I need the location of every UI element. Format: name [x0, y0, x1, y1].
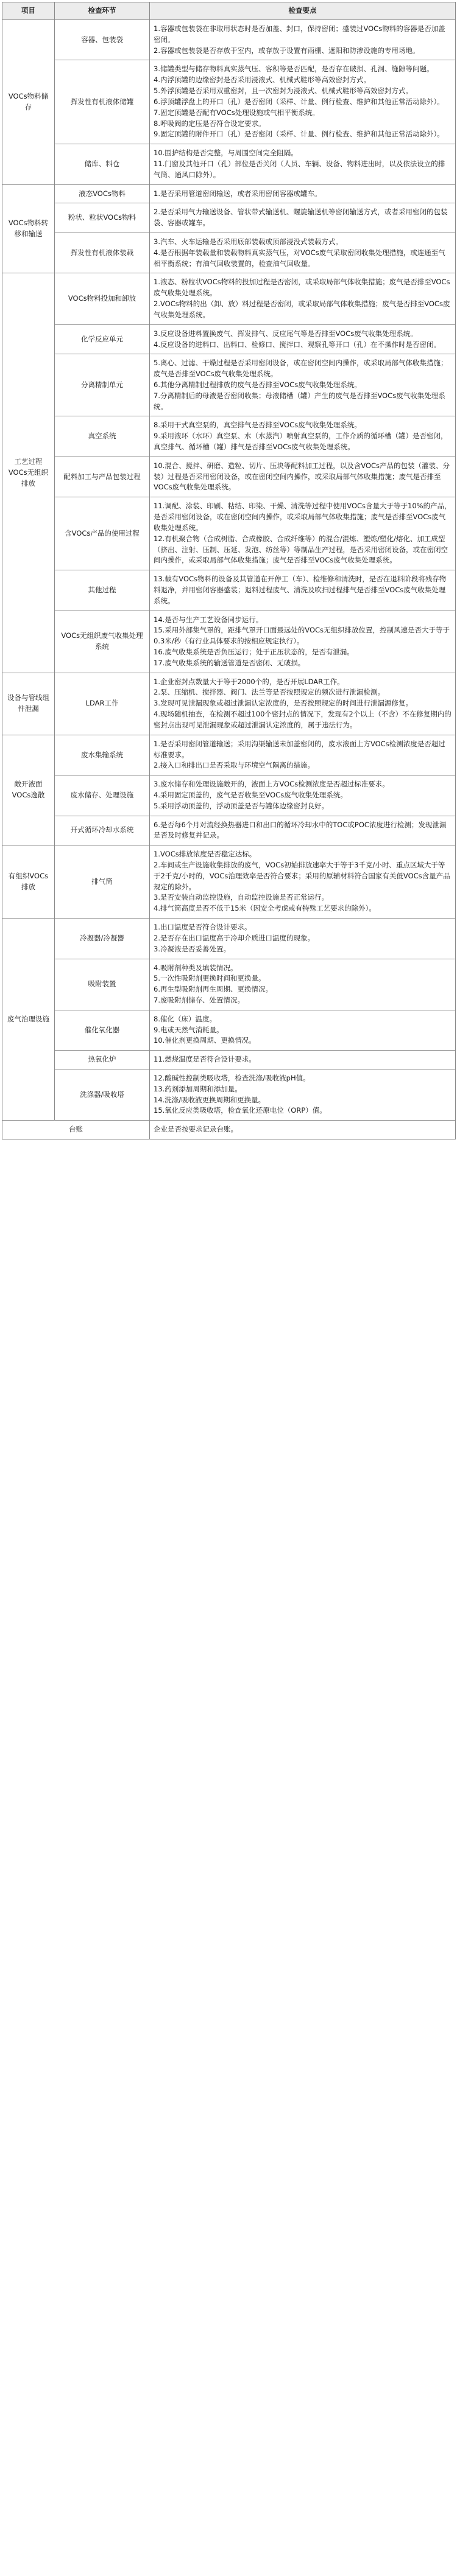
stage-cell: 催化氧化器	[55, 1010, 150, 1050]
table-row	[2, 233, 456, 273]
stage-cell: 其他过程	[55, 570, 150, 611]
check-point: 企业是否按要求记录台账。	[154, 1125, 238, 1134]
check-point: 11.门窗及其他开口（孔）部位是否关闭（人员、车辆、设备、物料进出时，以及依法设立的排气筒、通风口除外）。	[154, 159, 445, 179]
check-point: 14.是否与生产工艺设备同步运行。	[154, 615, 263, 624]
check-point: 9.固定顶罐的附件开口（孔）是否密闭（采样、计量、例行检查、维护和其他正常活动除外）。	[154, 130, 444, 139]
table-row	[2, 416, 456, 457]
category-cell: 废气治理设施	[2, 919, 55, 1121]
category-cell: VOCs物料转移和输送	[2, 184, 55, 273]
check-point: 2.VOCs物料的出（卸、放）料过程是否密闭，或采取局部气体收集措施；废气是否排至VOCs废气收集处理系统。	[154, 299, 450, 319]
check-point: 4.排气筒高度是否不低于15米（因安全考虑或有特殊工艺要求的除外）。	[154, 904, 376, 913]
table-row	[2, 60, 456, 144]
table-row	[2, 497, 456, 570]
stage-cell: 粉状、粒状VOCs物料	[55, 203, 150, 233]
stage-cell: 洗涤器/吸收塔	[55, 1069, 150, 1121]
check-point: 3.储罐类型与储存物料真实蒸气压、容积等是否匹配，是否存在破损、孔洞、缝隙等问题。	[154, 65, 434, 74]
table-row	[2, 273, 456, 324]
stage-cell: 液态VOCs物料	[55, 184, 150, 203]
check-point: 8.催化（床）温度。	[154, 1014, 216, 1023]
stage-cell: 挥发性有机液体装载	[55, 233, 150, 273]
stage-cell: 废水储存、处理设施	[55, 775, 150, 816]
check-point: 13.载有VOCs物料的设备及其管道在开停工（车）、检维修和清洗时，是否在退料阶段将残存物料退净，并用密闭容器盛装；退料过程废气、清洗及吹扫过程排气是否排至VOCs废气收集处理系统。	[154, 575, 447, 605]
table-row	[2, 1010, 456, 1050]
stage-cell: 储库、料仓	[55, 144, 150, 184]
check-points-cell	[150, 1069, 456, 1121]
table-row	[2, 354, 456, 416]
table-row	[2, 1051, 456, 1069]
check-point: 4.是否根据年装载量和装载物料真实蒸气压，对VOCs废气采取密闭收集处理措施，或连通至气相平衡系统；有油气回收装置的，检查油气回收量。	[154, 248, 445, 268]
check-points-cell	[150, 816, 456, 845]
table-row	[2, 919, 456, 959]
check-point: 2.车间或生产设施收集排放的废气，VOCs初始排放速率大于等于3千克/小时、重点区域大于等于2千克/小时的，VOCs治理效率是否符合要求；采用的原辅材料符合国家有关低VOCs含量产品规定的除外。	[154, 861, 450, 891]
stage-cell: LDAR工作	[55, 673, 150, 735]
table-row	[2, 457, 456, 497]
header-item: 项目	[2, 2, 55, 20]
check-point: 1.出口温度是否符合设计要求。	[154, 923, 252, 932]
check-points-cell	[150, 273, 456, 324]
category-cell: 有组织VOCs排放	[2, 845, 55, 919]
check-point: 1.液态、粉粒状VOCs物料的投加过程是否密闭，或采取局部气体收集措施；废气是否排至VOCs废气收集处理系统。	[154, 278, 450, 298]
check-point: 10.混合、搅拌、研磨、造粒、切片、压块等配料加工过程，以及含VOCs产品的包装（灌装、分装）过程是否采用密闭设备，或在密闭空间内操作，或采取局部气体收集措施；废气是否排至VOCs废气收集处理系统。	[154, 461, 450, 492]
check-point: 4.吸附剂种类及填装情况。	[154, 963, 238, 972]
check-point: 4.采用固定顶盖的，废气是否收集至VOCs废气收集处理系统。	[154, 790, 347, 799]
stage-cell: 分离精制单元	[55, 354, 150, 416]
check-point: 4.现场随机抽查，在检测不超过100个密封点的情况下，发现有2个以上（不含）不在修复期内的密封点出现可见泄漏现象或超过泄漏认定浓度的，属于违法行为。	[154, 710, 452, 729]
check-point: 5.离心、过滤、干燥过程是否采用密闭设备，或在密闭空间内操作，或采取局部气体收集措施；废气是否排至VOCs废气收集处理系统。	[154, 359, 448, 379]
check-points-cell	[150, 775, 456, 816]
check-points-cell	[150, 416, 456, 457]
stage-cell: 配料加工与产品包装过程	[55, 457, 150, 497]
check-point: 10.围护结构是否完整，与周围空间完全阻隔。	[154, 149, 298, 158]
category-cell: 设备与管线组件泄漏	[2, 673, 55, 735]
check-point: 5.采用浮动顶盖的，浮动顶盖是否与罐体边缘密封良好。	[154, 801, 328, 810]
table-row	[2, 144, 456, 184]
check-point: 3.汽车、火车运输是否采用底部装载或顶部浸没式装载方式。	[154, 237, 342, 246]
check-point: 7.固定顶罐是否配有VOCs处理设施或气相平衡系统。	[154, 108, 319, 117]
table-row	[2, 184, 456, 203]
check-points-cell	[150, 570, 456, 611]
check-point: 9.电或天然气消耗量。	[154, 1025, 224, 1034]
check-point: 2.泵、压缩机、搅拌器、阀门、法兰等是否按照规定的频次进行泄漏检测。	[154, 688, 384, 697]
check-point: 14.洗涤/吸收液更换周期和更换量。	[154, 1095, 266, 1104]
header-points: 检查要点	[150, 2, 456, 20]
check-point: 12.有机聚合物（合成树脂、合成橡胶、合成纤维等）的混合/混炼、塑炼/塑化/熔化、加工成型（挤出、注射、压制、压延、发泡、纺丝等）等制品生产过程，是否采用密闭设备，或在密闭空间内操作，或采取局部气体收集措施；废气是否排至VOCs废气收集处理系统。	[154, 534, 448, 565]
check-point: 5.一次性吸附剂更换时间和更换量。	[154, 974, 266, 983]
header-stage: 检查环节	[55, 2, 150, 20]
check-point: 2.接入口和排出口是否采取与环境空气隔离的措施。	[154, 761, 314, 770]
check-point: 13.药剂添加周期和添加量。	[154, 1084, 242, 1093]
check-points-cell	[150, 457, 456, 497]
check-point: 1.是否采用管道密闭输送，或者采用密闭容器或罐车。	[154, 189, 322, 198]
stage-cell: 热氧化炉	[55, 1051, 150, 1069]
stage-cell: 挥发性有机液体储罐	[55, 60, 150, 144]
check-point: 9.采用液环（水环）真空泵、水（水蒸汽）喷射真空泵的，工作介质的循环槽（罐）是否密闭，真空排气、循环槽（罐）排气是否排至VOCs废气收集处理系统。	[154, 432, 448, 451]
check-point: 12.酸碱性控制类吸收塔，检查洗涤/吸收液pH值。	[154, 1074, 310, 1082]
stage-cell: 含VOCs产品的使用过程	[55, 497, 150, 570]
check-point: 1.是否采用密闭管道输送；采用沟渠输送未加盖密闭的，废水液面上方VOCs检测浓度是否超过标准要求。	[154, 739, 445, 759]
check-point: 11.燃烧温度是否符合设计要求。	[154, 1055, 256, 1064]
inspection-table	[2, 2, 456, 1139]
check-points-cell	[150, 20, 456, 60]
check-point: 17.废气收集系统的输送管道是否密闭、无破损。	[154, 658, 305, 667]
table-row	[2, 611, 456, 673]
check-points-cell	[150, 1010, 456, 1050]
stage-cell: VOCs物料投加和卸放	[55, 273, 150, 324]
table-row	[2, 1121, 456, 1139]
stage-cell: 开式循环冷却水系统	[55, 816, 150, 845]
table-row	[2, 324, 456, 354]
check-points-cell	[150, 203, 456, 233]
check-point: 6.再生型吸附剂再生周期、更换情况。	[154, 985, 272, 994]
stage-cell: 真空系统	[55, 416, 150, 457]
stage-cell: 冷凝器/冷凝器	[55, 919, 150, 959]
stage-cell: 废水集输系统	[55, 735, 150, 775]
check-points-cell	[150, 354, 456, 416]
table-header-row	[2, 2, 456, 20]
check-point: 3.发现可见泄漏现象或超过泄漏认定浓度的，是否按照规定的时间进行泄漏源修复。	[154, 699, 413, 708]
check-points-cell	[150, 233, 456, 273]
check-points-cell	[150, 1121, 456, 1139]
table-body	[2, 20, 456, 1139]
check-point: 3.反应设备进料置换废气、挥发排气、反应尾气等是否排至VOCs废气收集处理系统。	[154, 329, 417, 338]
check-point: 3.冷凝液是否妥善处置。	[154, 944, 230, 953]
check-point: 5.外浮顶罐是否采用双重密封，且一次密封为浸液式、机械式鞋形等高效密封方式。	[154, 86, 413, 96]
stage-cell: 吸附装置	[55, 959, 150, 1010]
check-point: 2.是否采用气力输送设备、管状带式输送机、螺旋输送机等密闭输送方式，或者采用密闭的包装袋、容器或罐车。	[154, 208, 448, 228]
check-point: 16.废气收集系统是否负压运行；处于正压状态的，是否有泄漏。	[154, 648, 354, 656]
check-point: 6.是否每6个月对流经换热器进口和出口的循环冷却水中的TOC或POC浓度进行检测；发现泄漏是否及时修复并记录。	[154, 820, 447, 840]
check-point: 4.内浮顶罐的边缘密封是否采用浸液式、机械式鞋形等高效密封方式。	[154, 75, 370, 85]
table-row	[2, 816, 456, 845]
stage-cell: 容器、包装袋	[55, 20, 150, 60]
check-point: 4.反应设备的进料口、出料口、检修口、搅拌口、观察孔等开口（孔）在不操作时是否密闭。	[154, 340, 441, 349]
check-points-cell	[150, 324, 456, 354]
check-point: 15.采用外部集气罩的，距排气罩开口面最远处的VOCs无组织排放位置，控制风速是否大于等于0.3米/秒（有行业具体要求的按相应规定执行）。	[154, 626, 450, 646]
check-points-cell	[150, 497, 456, 570]
check-point: 2.是否存在出口温度高于冷却介质进口温度的现象。	[154, 933, 314, 942]
table-row	[2, 570, 456, 611]
check-points-cell	[150, 673, 456, 735]
check-points-cell	[150, 60, 456, 144]
check-point: 6.浮顶罐浮盘上的开口（孔）是否密闭（采样、计量、例行检查、维护和其他正常活动除外）。	[154, 97, 444, 106]
check-point: 8.采用干式真空泵的，真空排气是否排至VOCs废气收集处理系统。	[154, 421, 361, 430]
table-row	[2, 673, 456, 735]
check-point: 1.企业密封点数量大于等于2000个的，是否开展LDAR工作。	[154, 677, 344, 686]
table-row	[2, 845, 456, 919]
check-points-cell	[150, 959, 456, 1010]
table-row	[2, 1069, 456, 1121]
check-points-cell	[150, 919, 456, 959]
category-cell: 敞开液面VOCs逸散	[2, 735, 55, 845]
category-cell: VOCs物料储存	[2, 20, 55, 185]
check-point: 3.废水储存和处理设施敞开的，液面上方VOCs检测浓度是否超过标准要求。	[154, 780, 389, 789]
check-point: 1.容器或包装袋在非取用状态时是否加盖、封口，保持密闭；盛装过VOCs物料的容器是否加盖密闭。	[154, 24, 445, 44]
check-point: 3.是否安装自动监控设施，自动监控设施是否正常运行。	[154, 893, 328, 902]
check-points-cell	[150, 735, 456, 775]
check-point: 15.氧化反应类吸收塔，检查氧化还原电位（ORP）值。	[154, 1106, 327, 1115]
check-point: 7.废吸附剂储存、处置情况。	[154, 995, 244, 1004]
check-point: 2.容器或包装袋是否存放于室内，或存放于设置有雨棚、遮阳和防渗设施的专用场地。	[154, 46, 420, 55]
check-point: 7.分离精制后的母液是否密闭收集；母液储槽（罐）产生的废气是否排至VOCs废气收集处理系统。	[154, 391, 445, 411]
table-row	[2, 735, 456, 775]
table-row	[2, 775, 456, 816]
check-points-cell	[150, 144, 456, 184]
check-point: 1.VOCs排放浓度是否稳定达标。	[154, 850, 257, 859]
stage-cell: 化学反应单元	[55, 324, 150, 354]
stage-cell: 排气筒	[55, 845, 150, 919]
category-cell: 台账	[2, 1121, 150, 1139]
check-points-cell	[150, 611, 456, 673]
table-row	[2, 20, 456, 60]
table-row	[2, 203, 456, 233]
check-point: 11.调配、涂装、印刷、粘结、印染、干燥、清洗等过程中使用VOCs含量大于等于10%的产品，是否采用密闭设备，或在密闭空间内操作，或采取局部气体收集措施；废气是否排至VOCs废气收集处理系统。	[154, 502, 452, 532]
check-points-cell	[150, 845, 456, 919]
table-row	[2, 959, 456, 1010]
check-point: 10.催化剂更换周期、更换情况。	[154, 1036, 256, 1045]
category-cell: 工艺过程VOCs无组织排放	[2, 273, 55, 673]
check-point: 6.其他分离精制过程排放的废气是否排至VOCs废气收集处理系统。	[154, 380, 361, 389]
check-points-cell	[150, 1051, 456, 1069]
check-points-cell	[150, 184, 456, 203]
check-point: 8.呼吸阀的定压是否符合设定要求。	[154, 119, 266, 128]
stage-cell: VOCs无组织废气收集处理系统	[55, 611, 150, 673]
